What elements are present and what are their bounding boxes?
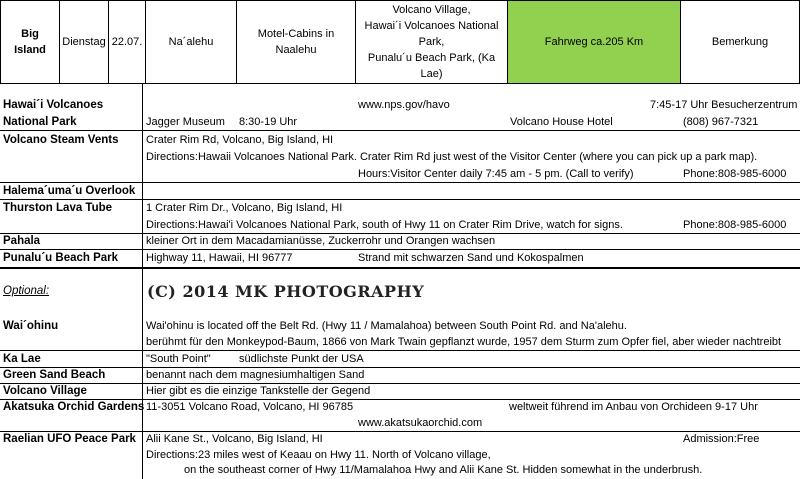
header-region: Big Island: [0, 0, 60, 84]
table-row: [0, 233, 800, 250]
place-label: Green Sand Beach: [3, 369, 106, 381]
header-date: 22.07.: [109, 0, 146, 84]
address-text: Alii Kane St., Volcano, Big Island, HI: [146, 433, 323, 445]
table-row: [0, 114, 800, 131]
directions-text: Directions:Hawaii Volcanoes National Park. Crater Rim Rd just west of the Visitor Center (where you can pick up a park map).: [146, 151, 758, 163]
description-text: benannt nach dem magnesiumhaltigen Sand: [146, 369, 365, 381]
hours-text: 7:45-17 Uhr Besucherzentrum: [650, 99, 798, 111]
table-row: [0, 415, 800, 432]
table-row: [0, 149, 800, 166]
table-row: [0, 217, 800, 234]
table-row: [0, 334, 800, 351]
watermark: (C) 2014 MK PHOTOGRAPHY: [147, 282, 425, 301]
table-row: [0, 132, 800, 149]
description-text: Hier gibt es die einzige Tankstelle der Gegend: [146, 385, 371, 397]
place-label: Raelian UFO Peace Park: [3, 433, 136, 445]
museum-hours: 8:30-19 Uhr: [239, 116, 298, 128]
header-day: Dienstag: [60, 0, 109, 84]
table-row: [0, 431, 800, 448]
place-label: Hawai´i Volcanoes: [3, 99, 104, 111]
header-distance: Fahrweg ca.205 Km: [508, 0, 681, 84]
table-row: [0, 183, 800, 200]
table-row: [0, 318, 800, 335]
note-text: weltweit führend im Anbau von Orchideen 9-17 Uhr: [509, 401, 758, 413]
address-text: 1 Crater Rim Dr., Volcano, Big Island, HI: [146, 202, 343, 214]
url-link[interactable]: www.akatsukaorchid.com: [358, 417, 483, 429]
header-destinations: Volcano Village, Hawai´i Volcanoes National Park, Punalu´u Beach Park, (Ka Lae): [356, 0, 508, 84]
admission-text: Admission:Free: [683, 433, 760, 445]
directions-text: Directions:23 miles west of Keaau on Hwy 11. North of Volcano village,: [146, 449, 491, 461]
header-town: Na´alehu: [146, 0, 237, 84]
url-link[interactable]: www.nps.gov/havo: [358, 99, 450, 111]
table-row: [0, 351, 800, 368]
table-row: [0, 462, 800, 479]
museum-text: Jagger Museum: [146, 116, 225, 128]
directions-text: on the southeast corner of Hwy 11/Mamalahoa Hwy and Alii Kane St. Hidden somewhat in the underbrush.: [184, 464, 703, 476]
address-text: 11-3051 Volcano Road, Volcano, HI 96785: [146, 401, 354, 413]
place-label: Akatsuka Orchid Gardens: [3, 401, 145, 413]
address-text: Highway 11, Hawaii, HI 96777: [146, 252, 293, 264]
place-label: Ka Lae: [3, 353, 41, 365]
optional-label: Optional:: [3, 285, 50, 297]
hotel-text: Volcano House Hotel: [510, 116, 613, 128]
table-row: [0, 367, 800, 384]
place-label: Wai´ohinu: [3, 320, 59, 332]
header-lodging: Motel-Cabins in Naalehu: [237, 0, 356, 84]
header-remarks: Bemerkung: [681, 0, 800, 84]
description-text: kleiner Ort in dem Macadamianüsse, Zuckerrohr und Orangen wachsen: [146, 235, 496, 247]
table-row: [0, 200, 800, 217]
place-label: Pahala: [3, 235, 41, 247]
table-row: [0, 383, 800, 400]
phone-text: Phone:808-985-6000: [683, 168, 787, 180]
description-text: berühmt für den Monkeypod-Baum, 1866 von Mark Twain gepflanzt wurde, 1957 dem Sturm zum Opfer fiel, aber wieder nachtreibt: [146, 336, 782, 348]
place-label: Halema´uma´u Overlook: [3, 185, 136, 197]
table-row: [0, 166, 800, 183]
table-row: [0, 250, 800, 269]
place-label: Thurston Lava Tube: [3, 202, 113, 214]
description-text: südlichste Punkt der USA: [239, 353, 364, 365]
phone-text: (808) 967-7321: [683, 116, 759, 128]
phone-text: Phone:808-985-6000: [683, 219, 787, 231]
hours-text: Hours:Visitor Center daily 7:45 am - 5 pm. (Call to verify): [358, 168, 634, 180]
table-row: [0, 399, 800, 416]
place-label: National Park: [3, 116, 77, 128]
note-text: Strand mit schwarzen Sand und Kokospalmen: [358, 252, 584, 264]
table-row: [0, 97, 800, 114]
place-label: Volcano Steam Vents: [3, 134, 119, 146]
description-text: Wai'ohinu is located off the Belt Rd. (Hwy 11 / Mamalahoa) between South Point Rd. and Na'alehu.: [146, 320, 627, 332]
name-text: "South Point": [146, 353, 211, 365]
directions-text: Directions:Hawai'i Volcanoes National Park, south of Hwy 11 on Crater Rim Drive, watch for signs.: [146, 219, 623, 231]
place-label: Volcano Village: [3, 385, 87, 397]
place-label: Punalu´u Beach Park: [3, 252, 119, 264]
address-text: Crater Rim Rd, Volcano, Big Island, HI: [146, 134, 334, 146]
